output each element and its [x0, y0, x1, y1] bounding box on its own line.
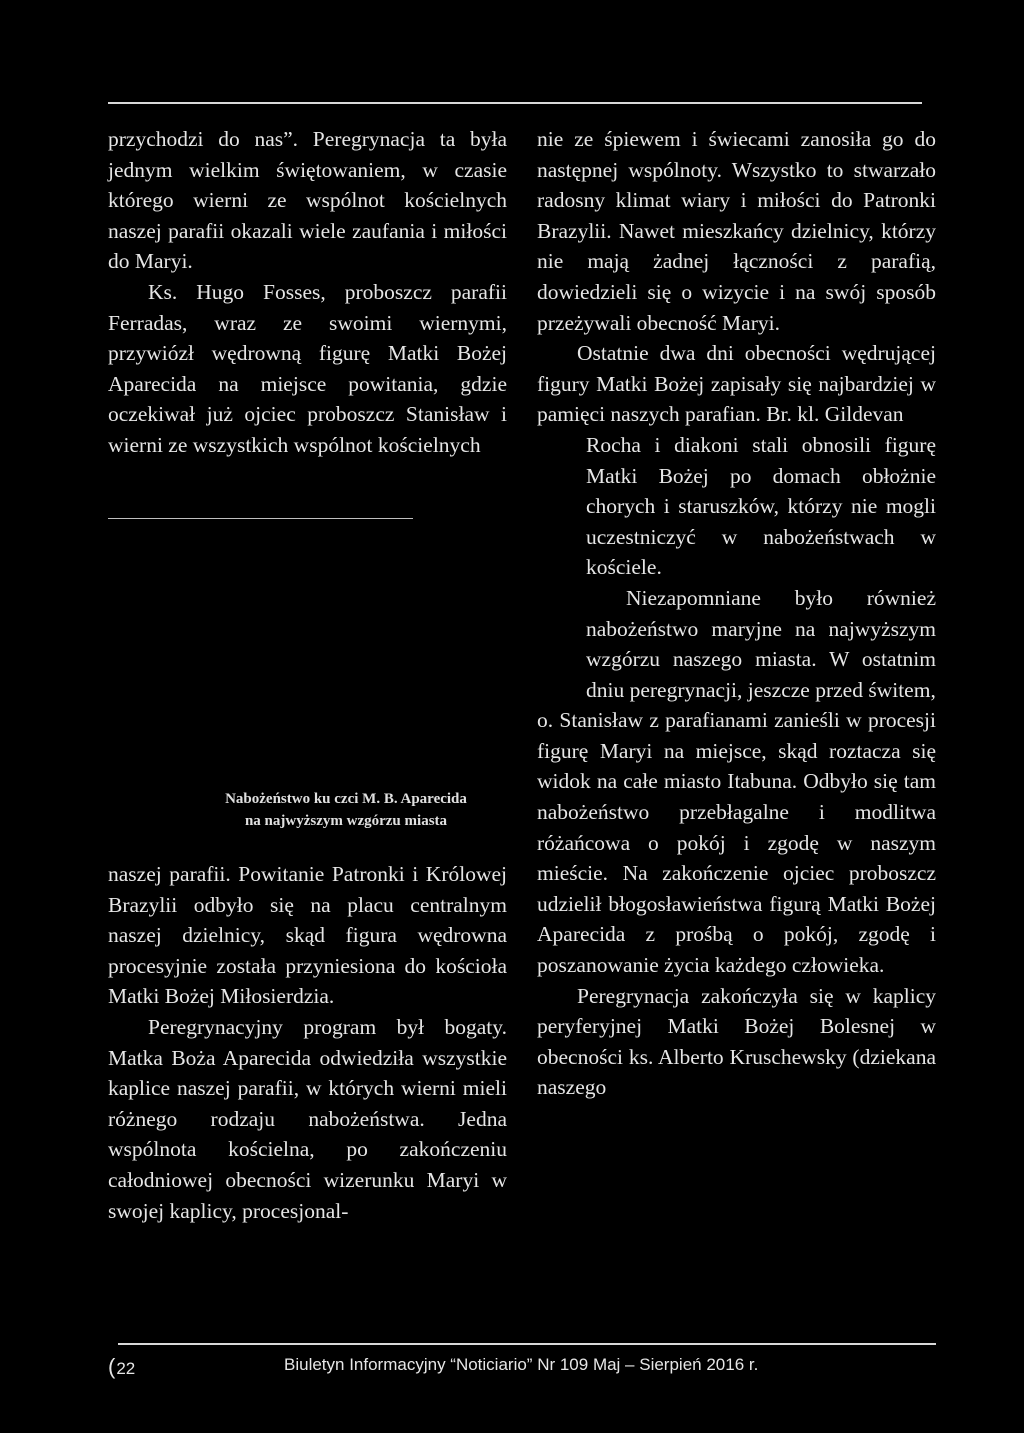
- publication-title: Biuletyn Informacyjny “Noticiario” Nr 109 Maj – Sierpień 2016 r.: [284, 1355, 759, 1374]
- footer-rule: [118, 1343, 936, 1345]
- left-column-top: [108, 124, 507, 461]
- caption-line: na najwyższym wzgórzu miasta: [244, 813, 448, 829]
- paragraph-continuation: Rocha i diakoni stali obnosili figurę Matki Bożej po domach obłożnie chorych i staruszków, którzy nie mogli uczestniczyć w nabożeństwach w kościele.: [586, 432, 936, 580]
- photo: [108, 522, 507, 784]
- caption-line: Nabożeństwo ku czci M. B. Aparecida: [225, 791, 467, 807]
- paragraph: naszej parafii. Powitanie Patronki i Królowej Brazylii odbyło się na placu centralnym naszej dzielnicy, skąd figura wędrowna procesyjnie została przyniesiona do kościoła Matki Bożej Miłosierdzia.: [108, 862, 507, 1009]
- left-column-bottom: [108, 859, 507, 1226]
- paragraph: Peregrynacyjny program był bogaty. Matka Boża Aparecida odwiedziła wszystkie kaplice naszej parafii, w których wierni mieli różnego rodzaju nabożeństwa. Jedna wspólnota kościelna, po zakończeniu całodniowej obecności wizerunku Maryi w swojej kaplicy, procesjonal-: [108, 1014, 507, 1223]
- photo-top-border: [108, 518, 413, 519]
- page-number-value: 22: [116, 1359, 136, 1378]
- photo-caption: [190, 788, 502, 832]
- paragraph: przychodzi do nas”. Peregrynacja ta była jednym wielkim świętowaniem, w czasie którego wierni ze wspólnot kościelnych naszej parafii okazali wiele zaufania i miłości do Maryi.: [108, 127, 507, 274]
- header-rule: [108, 102, 922, 104]
- page-bracket-icon: (: [108, 1354, 116, 1379]
- paragraph: Niezapomniane było również nabożeństwo maryjne na najwyższym wzgórzu naszego miasta. W ostatnim dniu peregrynacji, jeszcze przed świtem,: [586, 585, 936, 702]
- page-number: [108, 1354, 135, 1380]
- right-column: [537, 124, 936, 1103]
- paragraph: nie ze śpiewem i świecami zanosiła go do następnej wspólnoty. Wszystko to stwarzało radosny klimat wiary i miłości do Patronki Brazylii. Nawet mieszkańcy dzielnicy, którzy nie mają żadnej łączności z parafią, dowiedzieli się o wizycie i na swój sposób przeżywali obecność Maryi.: [537, 127, 936, 335]
- paragraph-indented: [586, 583, 936, 705]
- paragraph: Peregrynacja zakończyła się w kaplicy peryferyjnej Matki Bożej Bolesnej w obecności ks. Alberto Kruschewsky (dziekana naszego: [537, 983, 936, 1100]
- paragraph-continuation: o. Stanisław z parafianami zanieśli w procesji figurę Maryi na miejsce, skąd roztacza się widok na całe miasto Itabuna. Odbyło się tam nabożeństwo przebłagalne i modlitwa różańcowa o pokój i zgodę w naszym mieście. Na zakończenie ojciec proboszcz udzielił błogosławieństwa figurą Matki Bożej Aparecida z prośbą o pokój, zgodę i poszanowanie życia każdego człowieka.: [537, 708, 936, 978]
- paragraph: Ks. Hugo Fosses, proboszcz parafii Ferradas, wraz ze swoimi wiernymi, przywiózł wędrowną figurę Matki Bożej Aparecida na miejsce powitania, gdzie oczekiwał już ojciec proboszcz Stanisław i wierni ze wszystkich wspólnot kościelnych: [108, 279, 507, 457]
- paragraph: Ostatnie dwa dni obecności wędrującej figury Matki Bożej zapisały się najbardziej w pamięci naszych parafian. Br. kl. Gildevan: [537, 341, 936, 427]
